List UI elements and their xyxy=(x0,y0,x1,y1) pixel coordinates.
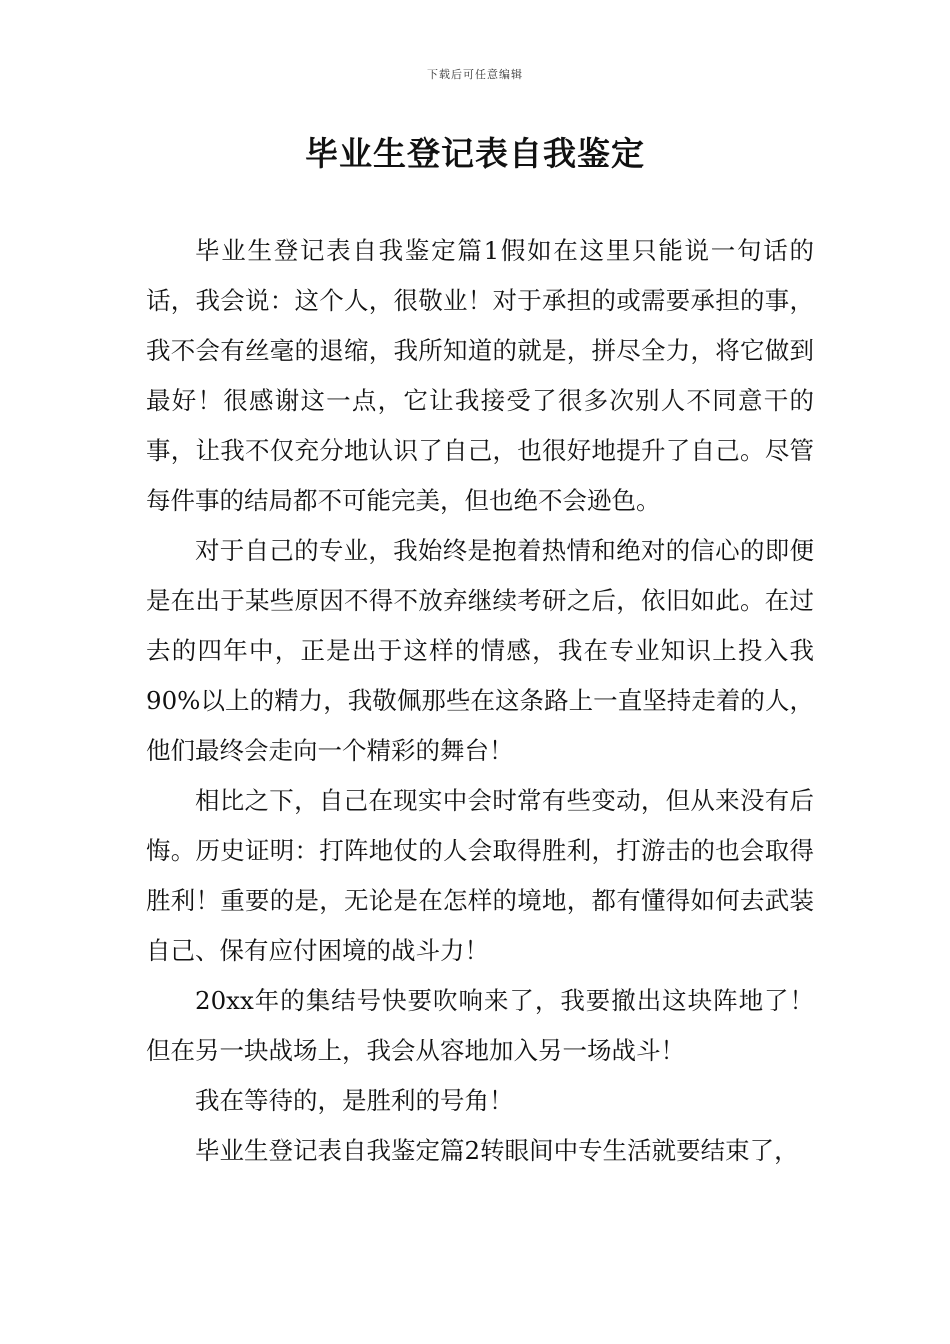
paragraph: 对于自己的专业，我始终是抱着热情和绝对的信心的即便是在出于某些原因不得不放弃继续考研之后，依旧如此。在过去的四年中，正是出于这样的情感，我在专业知识上投入我90%以上的精力，我敬佩那些在这条路上一直坚持走着的人，他们最终会走向一个精彩的舞台！ xyxy=(146,536,814,765)
paragraph: 我在等待的，是胜利的号角！ xyxy=(195,1086,514,1115)
paragraph: 20xx年的集结号快要吹响来了，我要撤出这块阵地了！但在另一块战场上，我会从容地加入另一场战斗！ xyxy=(146,986,814,1065)
paragraph: 毕业生登记表自我鉴定篇1假如在这里只能说一句话的话，我会说：这个人，很敬业！对于承担的或需要承担的事，我不会有丝毫的退缩，我所知道的就是，拼尽全力，将它做到最好！很感谢这一点，它让我接受了很多次别人不同意干的事，让我不仅充分地认识了自己，也很好地提升了自己。尽管每件事的结局都不可能完美，但也绝不会逊色。 xyxy=(146,236,814,515)
paragraph: 毕业生登记表自我鉴定篇2转眼间中专生活就要结束了， xyxy=(195,1136,799,1165)
document-body xyxy=(146,226,814,1176)
document-title: 毕业生登记表自我鉴定 xyxy=(305,134,645,173)
paragraph: 相比之下，自己在现实中会时常有些变动，但从来没有后悔。历史证明：打阵地仗的人会取得胜利，打游击的也会取得胜利！重要的是，无论是在怎样的境地，都有懂得如何去武装自己、保有应付困境的战斗力！ xyxy=(146,786,814,965)
header-note: 下载后可任意编辑 xyxy=(427,68,523,81)
